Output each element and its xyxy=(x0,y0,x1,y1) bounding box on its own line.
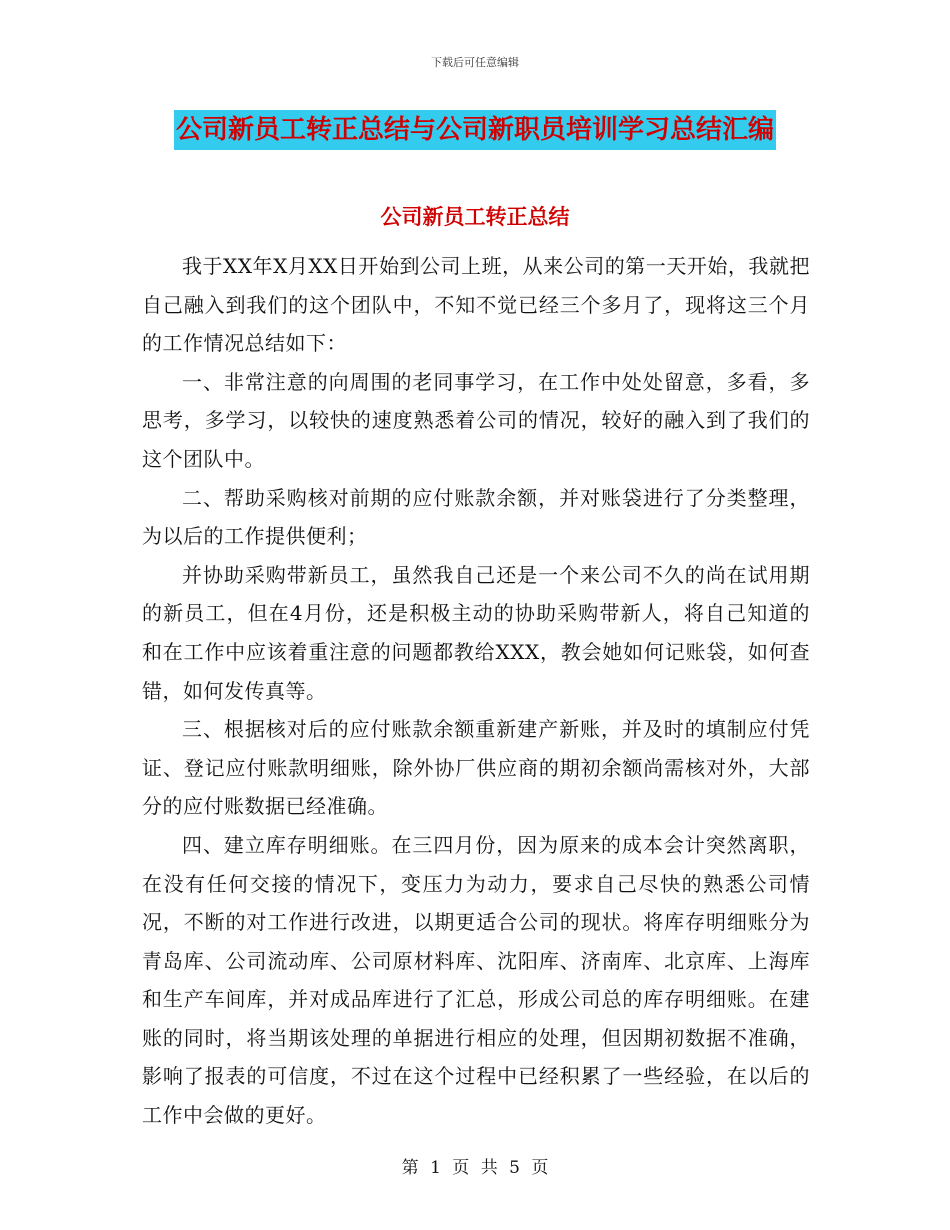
main-title: 公司新员工转正总结与公司新职员培训学习总结汇编 xyxy=(174,110,776,150)
paragraph-item-3: 三、根据核对后的应付账款余额重新建产新账，并及时的填制应付凭证、登记应付账款明细账，除外协厂供应商的期初余额尚需核对外，大部分的应付账数据已经准确。 xyxy=(142,717,810,819)
section-title: 公司新员工转正总结 xyxy=(380,205,570,229)
paragraph-item-2: 二、帮助采购核对前期的应付账款余额，并对账袋进行了分类整理，为以后的工作提供便利； xyxy=(142,485,810,549)
main-title-container xyxy=(0,110,950,150)
paragraph-item-2-continued: 并协助采购带新员工，虽然我自己还是一个来公司不久的尚在试用期的新员工，但在4月份，还是积极主动的协助采购带新人，将自己知道的和在工作中应该着重注意的问题都教给XXX，教会她如何记账袋，如何查错，如何发传真等。 xyxy=(142,562,810,703)
paragraph-item-4: 四、建立库存明细账。在三四月份，因为原来的成本会计突然离职，在没有任何交接的情况下，变压力为动力，要求自己尽快的熟悉公司情况，不断的对工作进行改进，以期更适合公司的现状。将库存明细账分为青岛库、公司流动库、公司原材料库、沈阳库、济南库、北京库、上海库和生产车间库，并对成品库进行了汇总，形成公司总的库存明细账。在建账的同时，将当期该处理的单据进行相应的处理，但因期初数据不准确，影响了报表的可信度，不过在这个过程中已经积累了一些经验，在以后的工作中会做的更好。 xyxy=(142,832,810,1128)
paragraph-intro: 我于XX年X月XX日开始到公司上班，从来公司的第一天开始，我就把自己融入到我们的这个团队中，不知不觉已经三个多月了，现将这三个月的工作情况总结如下： xyxy=(142,254,810,356)
page-footer: 第 1 页 共 5 页 xyxy=(401,1158,549,1178)
download-note: 下载后可任意编辑 xyxy=(431,56,519,69)
document-body xyxy=(142,247,810,1135)
paragraph-item-1: 一、非常注意的向周围的老同事学习，在工作中处处留意，多看，多思考，多学习，以较快的速度熟悉着公司的情况，较好的融入到了我们的这个团队中。 xyxy=(142,369,810,471)
